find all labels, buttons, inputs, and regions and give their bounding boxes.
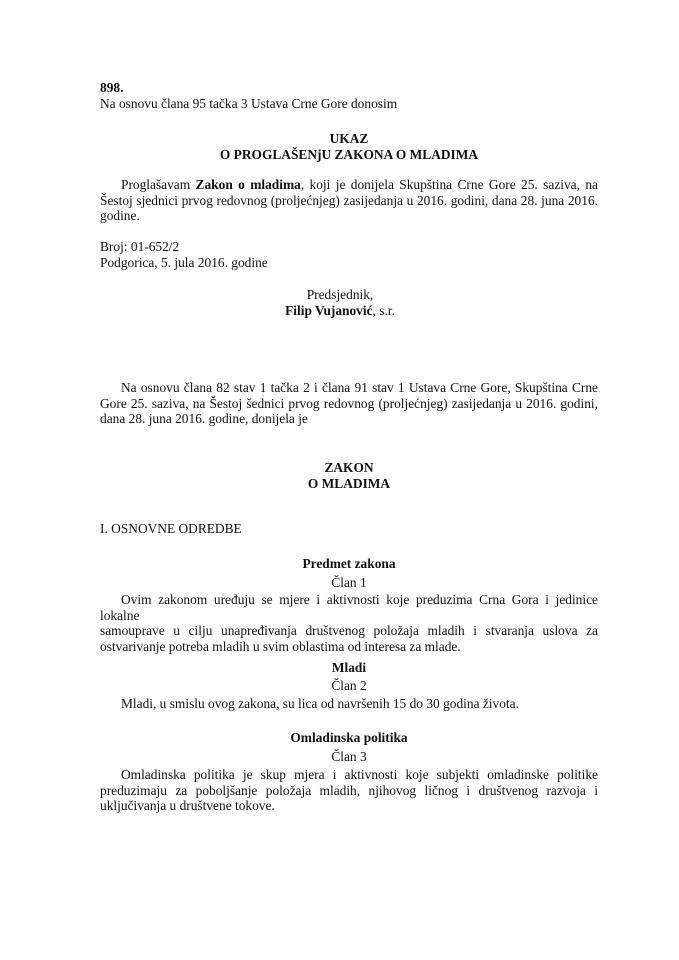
registration-block (100, 239, 598, 270)
proclamation-line-1 (100, 177, 598, 193)
preamble-paragraph (100, 380, 598, 427)
article-3-line-1: Omladinska politika je skup mjera i aktivnosti koje subjekti omladinske politike (121, 767, 598, 782)
place-date: Podgorica, 5. jula 2016. godine (100, 254, 268, 270)
article-2-heading: Mladi (331, 660, 367, 675)
article-1-line-3: ostvarivanje potreba mladih u svim oblastima od interesa za mlade. (100, 638, 461, 654)
law-name: Zakon o mladima (195, 177, 301, 192)
article-1-line-1: Ovim zakonom uređuju se mjere i aktivnosti koje preduzima Crna Gora i jedinice lokalne (100, 592, 598, 623)
preamble-line-3: dana 28. juna 2016. godine, donijela je (100, 411, 308, 427)
proclamation-line-1-rest: , koji je donijela Skupština Crne Gore 25. saziva, na (300, 177, 598, 192)
section-heading: I. OSNOVNE ODREDBE (100, 521, 242, 536)
article-3-heading: Omladinska politika (290, 730, 408, 745)
article-1-line-2: samouprave u cilju unapređivanja društvenog položaja mladih i stvaranja uslova za (100, 623, 598, 639)
zakon-title: ZAKON (324, 460, 374, 475)
article-2-body (100, 696, 598, 712)
zakon-subtitle: O MLADIMA (307, 476, 391, 491)
proclamation-line-3: godine. (100, 208, 140, 224)
article-3-number: Član 3 (331, 749, 367, 764)
ukaz-title: UKAZ (329, 131, 369, 146)
president-name: Filip Vujanović (285, 303, 373, 318)
preamble-line-1: Na osnovu člana 82 stav 1 tačka 2 i člana 91 stav 1 Ustava Crne Gore, Skupština Crne (121, 380, 598, 395)
proclamation-prefix: Proglašavam (121, 177, 196, 192)
article-3-body (100, 767, 598, 814)
intro-line: Na osnovu člana 95 tačka 3 Ustava Crne Gore donosim (100, 96, 398, 111)
document-number: 898. (100, 80, 124, 95)
article-1-body (100, 592, 598, 654)
signature-name-line (190, 303, 490, 319)
signature-title: Predsjednik, (306, 287, 374, 302)
article-2-line-1: Mladi, u smislu ovog zakona, su lica od navršenih 15 do 30 godina života. (121, 696, 519, 711)
article-1-heading: Predmet zakona (302, 556, 396, 571)
proclamation-line-2: Šestoj sjednici prvog redovnog (proljećnjeg) zasijedanja u 2016. godini, dana 28. juna 2016. (100, 192, 598, 208)
preamble-line-2: Gore 25. saziva, na Šestoj šednici prvog redovnog (proljećnjeg) zasijedanja u 2016. godini, (100, 395, 598, 411)
ukaz-subtitle: O PROGLAŠENjU ZAKONA O MLADIMA (219, 147, 479, 162)
article-3-line-3: uključivanja u društvene tokove. (100, 798, 275, 814)
registration-number: Broj: 01-652/2 (100, 239, 180, 254)
proclamation-paragraph (100, 177, 598, 224)
article-3-line-2: preduzimaju za poboljšanje položaja mladih, njihovog ličnog i društvenog razvoja i (100, 782, 598, 798)
article-2-number: Član 2 (331, 678, 367, 693)
signature-suffix: , s.r. (372, 303, 395, 318)
article-1-number: Član 1 (331, 575, 367, 590)
